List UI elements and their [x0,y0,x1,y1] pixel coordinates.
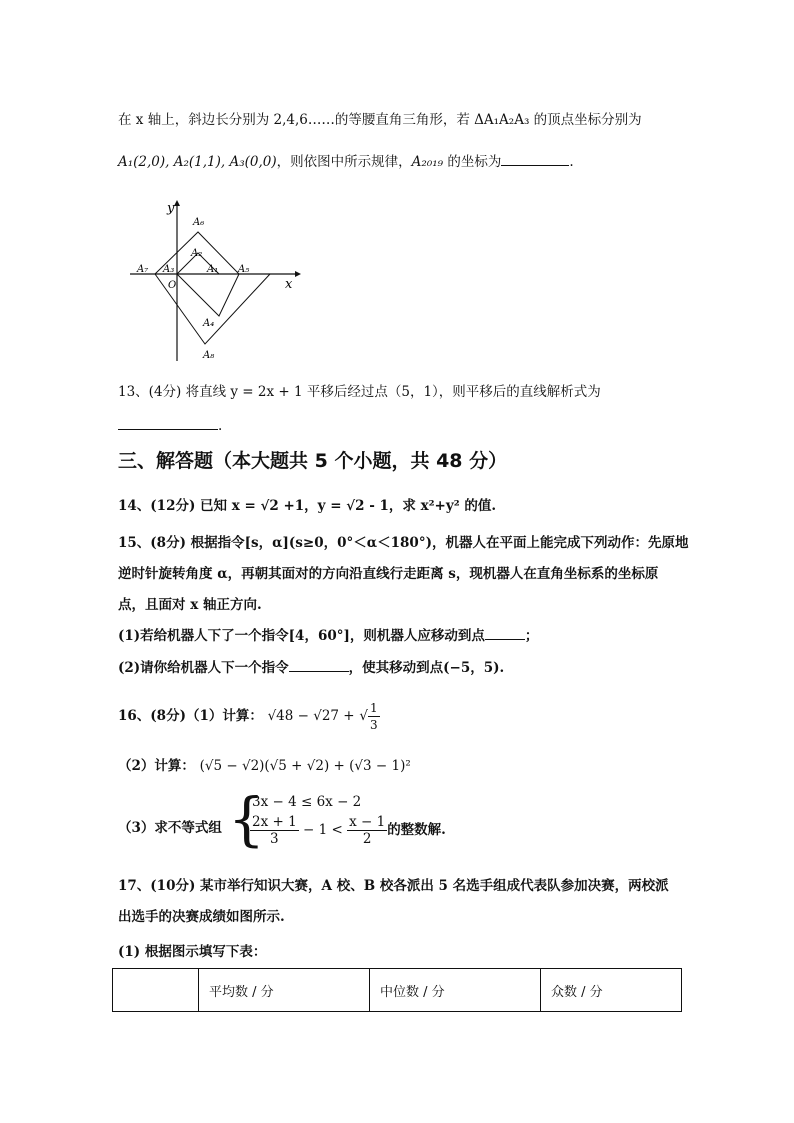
p15-q2-end: ，使其移动到点(−5，5). [348,660,505,676]
p16-part2-expr: (√5 − √2)(√5 + √2) + (√3 − 1)² [199,758,411,774]
a6-label: A₆ [193,217,205,228]
a8-label: A₈ [203,350,215,361]
a5-label: A₅ [238,264,250,275]
table-header-median: 中位数 / 分 [370,969,541,1012]
p12-answer-blank[interactable] [501,152,569,166]
p15-q1-text: (1)若给机器人下了一个指令[4，60°]，则机器人应移动到点 [118,628,485,644]
p15-q1-blank[interactable] [485,626,525,640]
p16-part1 [118,700,380,733]
x-axis-arrow [295,271,301,277]
p12-line1: 在 x 轴上，斜边长分别为 2,4,6……的等腰直角三角形，若 ΔA₁A₂A₃ 的顶点坐标分别为 [118,112,642,128]
p16-part3-label-line [118,816,222,836]
p14-line: 14、(12分) 已知 x = √2 +1，y = √2 - 1，求 x²+y² 的值. [118,498,497,514]
y-axis-arrow [174,200,180,206]
p16-part3-label: （3）求不等式组 [118,820,222,836]
p16-part2 [118,754,411,774]
table-header-empty [113,969,199,1012]
p16-brace: { [228,785,265,853]
p15-q1 [118,624,538,644]
score-table [112,968,682,1012]
p15-line3: 点，且面对 x 轴正方向. [118,597,262,613]
p15-q1-end: ； [524,628,539,644]
p12-end: . [569,154,574,170]
p15-line2: 逆时针旋转角度 α，再朝其面对的方向沿直线行走距离 s，现机器人在直角坐标系的坐标原 [118,566,659,582]
section-heading: 三、解答题（本大题共 5 个小题，共 48 分） [118,450,508,472]
triangle-2 [177,274,239,316]
p17-line1: 17、(10分) 某市举行知识大赛，A 校、B 校各派出 5 名选手组成代表队参加决赛，两校派 [118,878,669,894]
a1-label: A₁ [207,264,219,275]
p15-q2-text: (2)请你给机器人下一个指令 [118,660,289,676]
p16-ineq2-den2: 2 [362,831,372,847]
p15-q2-blank[interactable] [289,658,349,672]
p13-line1: 13、(4分) 将直线 y = 2x + 1 平移后经过点（5，1），则平移后的直线解析式为 [118,384,601,400]
a7-label: A₇ [137,264,149,275]
p16-ineq2-den1: 3 [270,831,279,847]
p12-line2 [118,150,574,170]
p12-tail: 的坐标为 [443,154,502,170]
p15-q2 [118,656,504,676]
p16-ineq2-frac2 [347,814,387,847]
y-label: y [167,201,175,216]
p16-part1-num: 1 [369,701,378,715]
p16-part1-sqrt: √ [359,708,368,724]
p13-answer-blank[interactable] [118,416,218,430]
p16-ineq2-frac1 [250,814,299,847]
p16-part1-label: 16、(8分)（1）计算： [118,708,263,724]
p16-ineq1: 3x − 4 ≤ 6x − 2 [252,794,362,810]
p16-part3-end: 的整数解. [387,822,446,838]
table-header-row [113,969,682,1012]
o-label: O [168,280,177,291]
p17-q1: (1) 根据图示填写下表： [118,944,267,960]
p12-point: A₂₀₁₉ [411,154,444,170]
table-header-mode: 众数 / 分 [541,969,682,1012]
p16-ineq2 [250,814,446,847]
a2-label: A₂ [191,248,203,259]
p16-part1-expr: √48 − √27 + [267,708,355,724]
p16-part2-label: （2）计算： [118,758,195,774]
p12-coords: A₁(2,0), A₂(1,1), A₃(0,0) [118,154,277,170]
p17-line2: 出选手的决赛成绩如图所示. [118,909,285,925]
x-label: x [285,277,293,292]
p12-text: ，则依图中所示规律， [276,154,412,170]
p13-end: . [218,418,223,434]
p16-part1-den: 3 [369,718,378,732]
a3-label: A₃ [163,264,175,275]
p15-line1: 15、(8分) 根据指令[s，α](s≥0，0°＜α＜180°)，机器人在平面上能完成下列动作：先原地 [118,535,689,551]
triangle-figure [125,196,305,366]
p16-ineq2-mid: − 1 < [298,822,348,838]
p16-ineq2-num2: x − 1 [349,814,386,830]
table-header-mean: 平均数 / 分 [199,969,370,1012]
a4-label: A₄ [203,318,215,329]
p16-ineq2-num1: 2x + 1 [252,814,297,830]
p13-line2 [118,416,222,434]
p16-part1-frac [368,700,380,733]
